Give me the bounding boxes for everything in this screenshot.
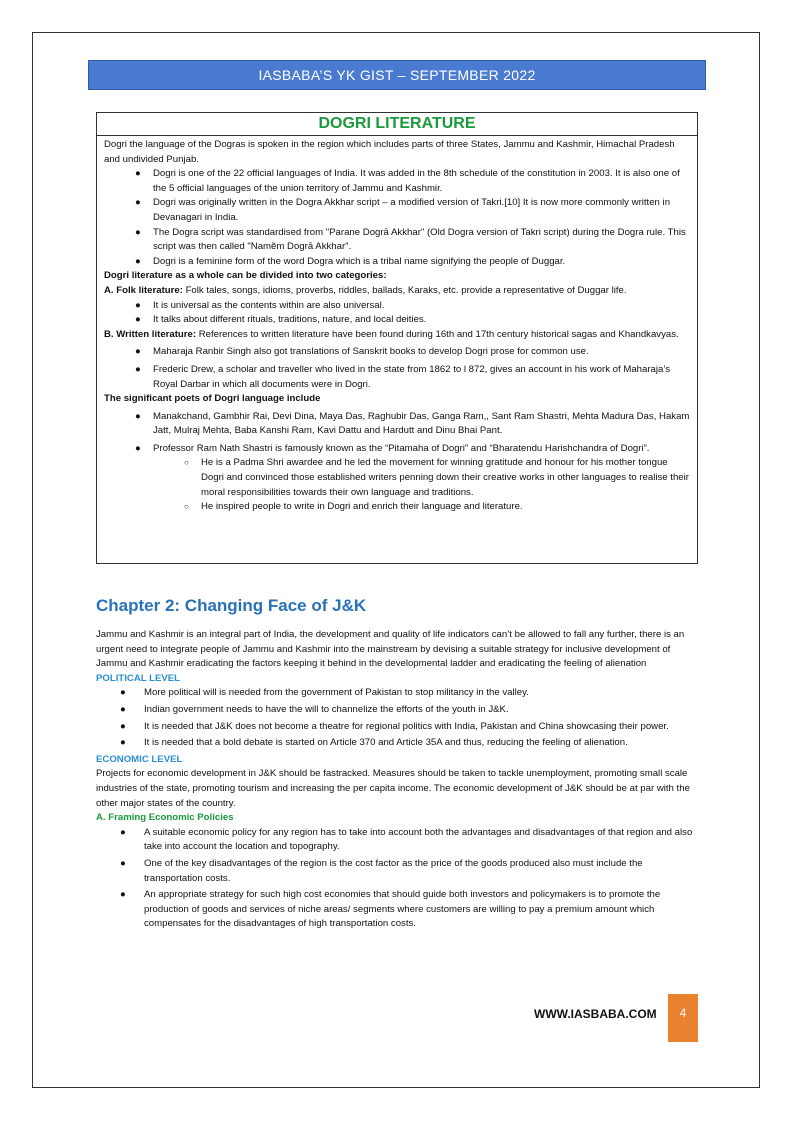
economic-heading: ECONOMIC LEVEL: [96, 753, 183, 765]
dogri-bullet: ● Dogri was originally written in the Dogra Akkhar script – a modified version of Takri.[10] It is now more commonly written in Devanagari in India.: [135, 197, 671, 223]
dogri-literature-box: [96, 112, 698, 564]
poets-bullet: ● Manakchand, Gambhir Rai, Devi Dina, Maya Das, Raghubir Das, Ganga Ram,, Sant Ram Shastri, Mehta Madura Das, Hakam Jatt, Mulraj Mehta, Baba Kanshi Ram, Kavi Dattu and Hardutt and Dinu Bhai Pant.: [135, 410, 690, 437]
political-heading: POLITICAL LEVEL: [96, 672, 181, 684]
political-bullet: ● Indian government needs to have the will to channelize the efforts of the youth in J&K.: [96, 703, 698, 718]
economic-bullet: ● An appropriate strategy for such high cost economies that should guide both investors and policymakers is to promote the production of goods and services of niche areas/ segments where customers are willing to pay a premium amount which compensates for the disadvantages of high transportation costs.: [120, 889, 661, 930]
economic-bullet: ● One of the key disadvantages of the region is the cost factor as the price of the goods produced also must include the transportation costs.: [120, 857, 643, 884]
dogri-title-row: [97, 113, 697, 136]
bullet-icon: ●: [120, 737, 126, 749]
document-header: [88, 60, 706, 90]
bullet-icon: ●: [135, 410, 141, 422]
bullet-icon: ●: [120, 857, 126, 869]
chapter-body: [96, 628, 698, 934]
economic-sub-heading: A. Framing Economic Policies: [96, 812, 234, 824]
dogri-title: DOGRI LITERATURE: [318, 115, 476, 132]
poets-heading: The significant poets of Dogri language include: [104, 393, 321, 405]
dogri-bullet: ● The Dogra script was standardised from "Parane Dogrā Akkhar" (Old Dogra version of Takri script) during the Dogra rule. This script was then called "Namẽm Dogrā Akkhar".: [135, 226, 686, 253]
bullet-icon: ●: [135, 299, 141, 311]
poets-sub-bullet: ○ He is a Padma Shri awardee and he led the movement for winning gratitude and honour for his mother tongue Dogri and convinced those established writers penning down their creative works in other languages to realise their moral responsibilities towards their own language and traditions.: [184, 457, 689, 498]
header-title: IASBABA’S YK GIST – SEPTEMBER 2022: [258, 67, 536, 83]
poets-sub-bullet: ○ He inspired people to write in Dogri and enrich their language and literature.: [104, 500, 691, 515]
bullet-icon: ●: [135, 226, 141, 238]
folk-bullet: ● It is universal as the contents within are also universal.: [104, 299, 691, 314]
chapter-title: Chapter 2: Changing Face of J&K: [96, 596, 367, 615]
footer-site-link[interactable]: WWW.IASBABA.COM: [534, 1007, 657, 1021]
categories-heading: Dogri literature as a whole can be divided into two categories:: [104, 270, 387, 282]
dogri-intro: Dogri the language of the Dogras is spoken in the region which includes parts of three States, Jammu and Kashmir, Himachal Pradesh and undivided Punjab.: [104, 139, 675, 165]
political-bullet: ● It is needed that a bold debate is started on Article 370 and Article 35A and thus, reducing the feeling of alienation.: [96, 736, 698, 751]
page-number: 4: [679, 1006, 687, 1020]
written-literature-para: B. Written literature: References to written literature have been found during 16th and 17th century historical sagas and Khandkavyas.: [104, 328, 679, 340]
folk-bullet: ● It talks about different rituals, traditions, nature, and local deities.: [104, 313, 691, 328]
political-bullet: ● It is needed that J&K does not become a theatre for regional politics with India, Pakistan and China showcasing their power.: [96, 720, 698, 735]
bullet-icon: ●: [135, 255, 141, 267]
written-bullet: ● Maharaja Ranbir Singh also got translations of Sanskrit books to develop Dogri prose for common use.: [104, 345, 691, 360]
bullet-icon: ●: [135, 197, 141, 209]
bullet-icon: ●: [120, 826, 126, 838]
bullet-icon: ●: [120, 703, 126, 715]
dogri-bullet: ● Dogri is a feminine form of the word Dogra which is a tribal name signifying the people of Duggar.: [104, 255, 691, 270]
economic-text: Projects for economic development in J&K should be fastracked. Measures should be taken to tackle unemployment, promoting small scale industries of the state, promoting tourism and increasing the per capita income. The economic development of J&K should be at par with the other major states of the country.: [96, 768, 690, 809]
dogri-body: [97, 136, 697, 515]
economic-bullet: ● A suitable economic policy for any region has to take into account both the advantages and disadvantages of that region and also take into account the location and topography.: [120, 826, 693, 853]
folk-literature-para: A. Folk literature: Folk tales, songs, idioms, proverbs, riddles, ballads, Karaks, etc. provide a representative of Duggar life.: [104, 284, 627, 296]
dogri-bullet: ● Dogri is one of the 22 official languages of India. It was added in the 8th schedule of the constitution in 2003. It is also one of the 5 official languages of the union territory of Jammu and Kashmir.: [135, 168, 680, 194]
chapter-intro: Jammu and Kashmir is an integral part of India, the development and quality of life indicators can’t be allowed to fall any further, there is an urgent need to integrate people of Jammu and Kashmir into the mainstream by devising a suitable strategy for inclusive development of Jammu and Kashmir eradicating the factors keeping it behind in the developmental ladder and eradicating the feeling of alienation: [96, 629, 685, 670]
bullet-icon: ●: [135, 314, 141, 326]
circle-bullet-icon: ○: [184, 502, 189, 512]
circle-bullet-icon: ○: [184, 458, 189, 468]
page-number-badge: [668, 994, 698, 1042]
poets-bullet: ● Professor Ram Nath Shastri is famously known as the “Pitamaha of Dogri” and “Bharatendu Harishchandra of Dogri”.: [104, 442, 691, 457]
bullet-icon: ●: [135, 363, 141, 375]
bullet-icon: ●: [135, 442, 141, 454]
written-bullet: ● Frederic Drew, a scholar and traveller who lived in the state from 1862 to l 872, gives an account in his work of Maharaja’s Royal Darbar in which all documents were in Dogri.: [135, 363, 671, 390]
bullet-icon: ●: [120, 889, 126, 901]
bullet-icon: ●: [135, 168, 141, 180]
bullet-icon: ●: [120, 687, 126, 699]
political-bullet: ● More political will is needed from the government of Pakistan to stop militancy in the valley.: [96, 686, 698, 701]
bullet-icon: ●: [135, 346, 141, 358]
bullet-icon: ●: [120, 720, 126, 732]
